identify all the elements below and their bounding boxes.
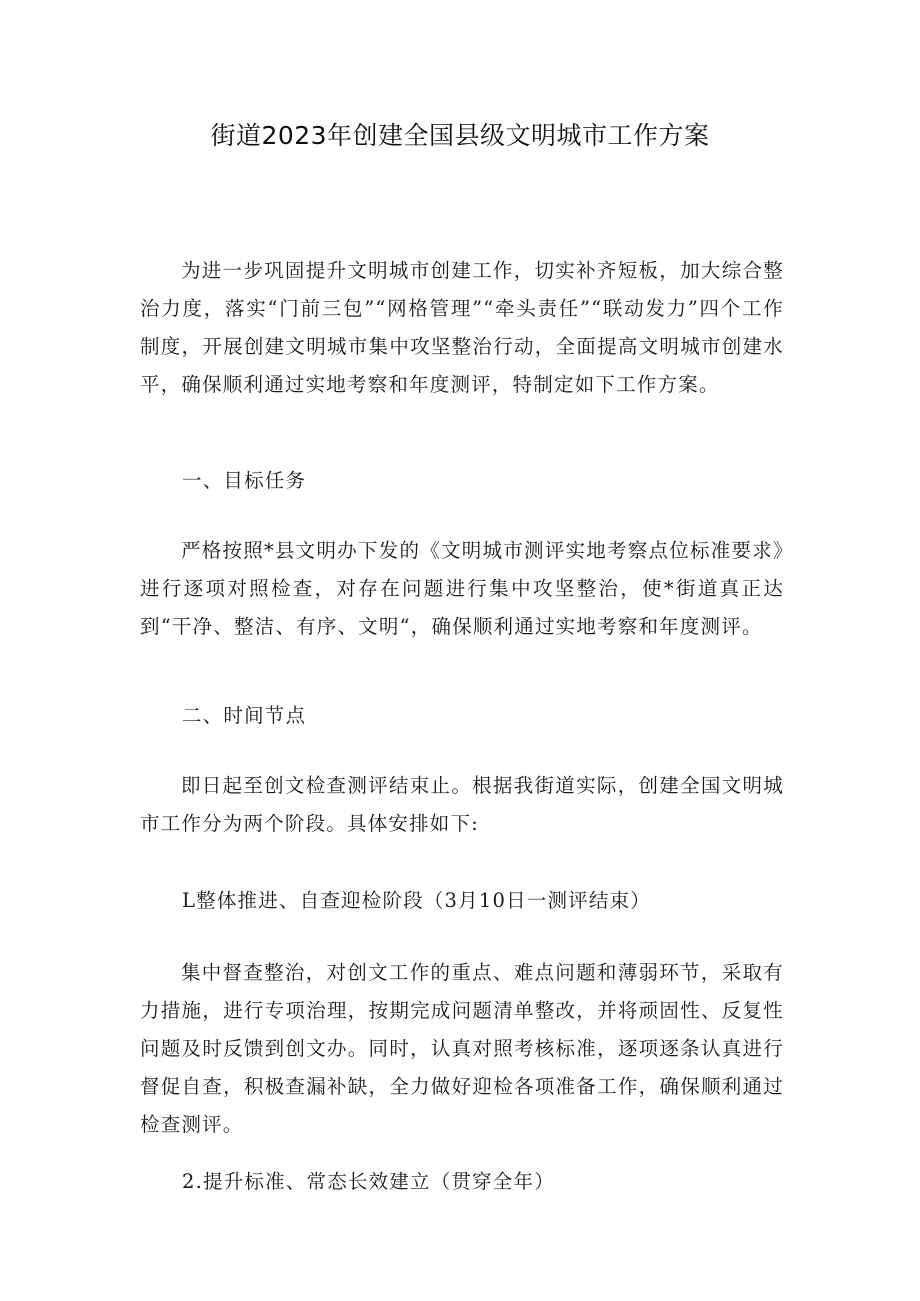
- intro-paragraph: 为进一步巩固提升文明城市创建工作，切实补齐短板，加大综合整治力度，落实“门前三包”“网格管理”“牵头责任”“联动发力”四个工作制度，开展创建文明城市集中攻坚整治行动，全面提高文明城市创建水平，确保顺利通过实地考察和年度测评，特制定如下工作方案。: [140, 259, 784, 396]
- stage1-paragraph: 集中督查整治，对创文工作的重点、难点问题和薄弱环节，采取有力措施，进行专项治理，按期完成问题清单整改，并将顽固性、反复性问题及时反馈到创文办。同时，认真对照考核标准，逐项逐条认真进行督促自查，积极查漏补缺，全力做好迎检各项准备工作，确保顺利通过检查测评。: [140, 961, 784, 1136]
- section-heading-timeline: 二、时间节点: [182, 704, 307, 727]
- stage2-heading: 2.提升标准、常态长效建立（贯穿全年）: [182, 1170, 555, 1193]
- document-title: 街道2023年创建全国县级文明城市工作方案: [210, 121, 710, 150]
- timeline-paragraph: 即日起至创文检查测评结束止。根据我街道实际，创建全国文明城市工作分为两个阶段。具体安排如下:: [140, 774, 784, 835]
- stage1-heading: L整体推进、自查迎检阶段（3月10日一测评结束）: [182, 889, 651, 912]
- section-heading-goals: 一、目标任务: [182, 469, 307, 492]
- goals-paragraph: 严格按照*县文明办下发的《文明城市测评实地考察点位标准要求》进行逐项对照检查，对存在问题进行集中攻坚整治，使*街道真正达到“干净、整洁、有序、文明“，确保顺利通过实地考察和年度测评。: [140, 539, 784, 638]
